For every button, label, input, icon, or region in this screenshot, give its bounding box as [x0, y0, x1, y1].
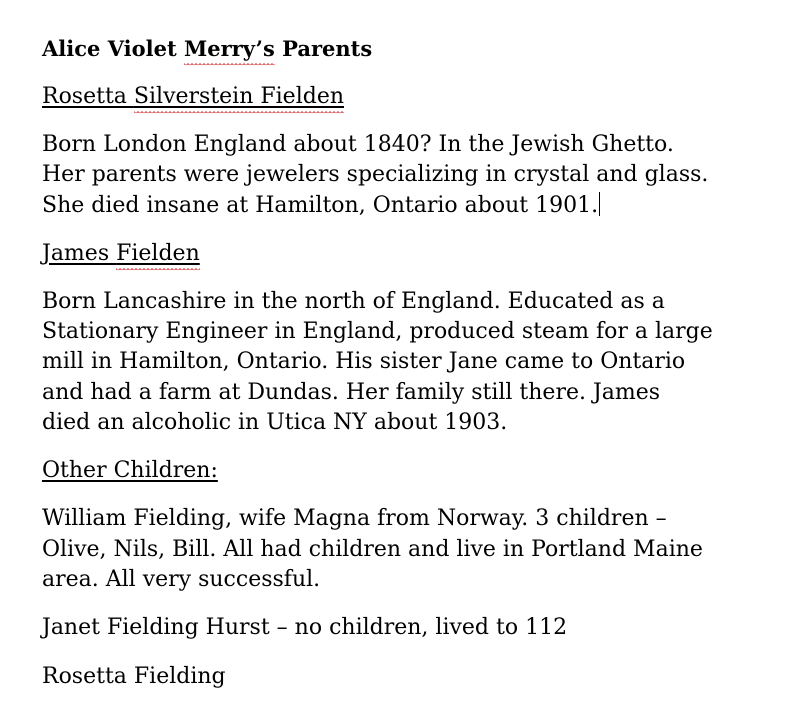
title-suffix: Parents	[274, 36, 373, 61]
paragraph-line: and had a farm at Dundas. Her family still there. James	[42, 379, 661, 405]
heading-james	[42, 239, 200, 269]
paragraph-line: Born Lancashire in the north of England. Educated as a	[42, 288, 665, 314]
paragraph-line: Her parents were jewelers specializing in crystal and glass.	[42, 162, 709, 188]
paragraph-line: died an alcoholic in Utica NY about 1903.	[42, 410, 508, 436]
paragraph-line: Janet Fielding Hurst – no children, lived to 112	[42, 615, 568, 641]
paragraph-line: Born London England about 1840? In the Jewish Ghetto.	[42, 132, 674, 157]
paragraph-line: mill in Hamilton, Ontario. His sister Jane came to Ontario	[42, 349, 686, 375]
paragraph-rosetta	[42, 130, 782, 221]
paragraph-james	[42, 287, 782, 438]
paragraph-line: Stationary Engineer in England, produced steam for a large	[42, 319, 713, 345]
page-title	[42, 34, 782, 64]
heading-rosetta	[42, 82, 344, 112]
title-prefix: Alice Violet	[42, 36, 184, 61]
heading-james-first: James	[42, 240, 117, 266]
paragraph-line: William Fielding, wife Magna from Norway. 3 children –	[42, 506, 667, 532]
heading-other-children: Other Children:	[42, 458, 218, 484]
text-cursor	[599, 192, 600, 216]
paragraph-line: Rosetta Fielding	[42, 663, 226, 689]
paragraph-janet	[42, 613, 782, 643]
paragraph-line-with-cursor	[42, 191, 782, 221]
title-misspelled-word: Merry’s	[183, 36, 275, 61]
paragraph-line: area. All very successful.	[42, 566, 321, 592]
paragraph-line: Olive, Nils, Bill. All had children and live in Portland Maine	[42, 536, 703, 562]
heading-rosetta-first: Rosetta	[42, 84, 134, 109]
paragraph-william	[42, 504, 782, 595]
heading-james-misspelled: Fielden	[116, 240, 200, 266]
paragraph-rosetta-fielding	[42, 662, 782, 692]
document-body[interactable]	[42, 34, 782, 710]
heading-rosetta-misspelled: Silverstein Fielden	[133, 84, 345, 109]
paragraph-line-text: She died insane at Hamilton, Ontario about 1901.	[42, 192, 599, 218]
